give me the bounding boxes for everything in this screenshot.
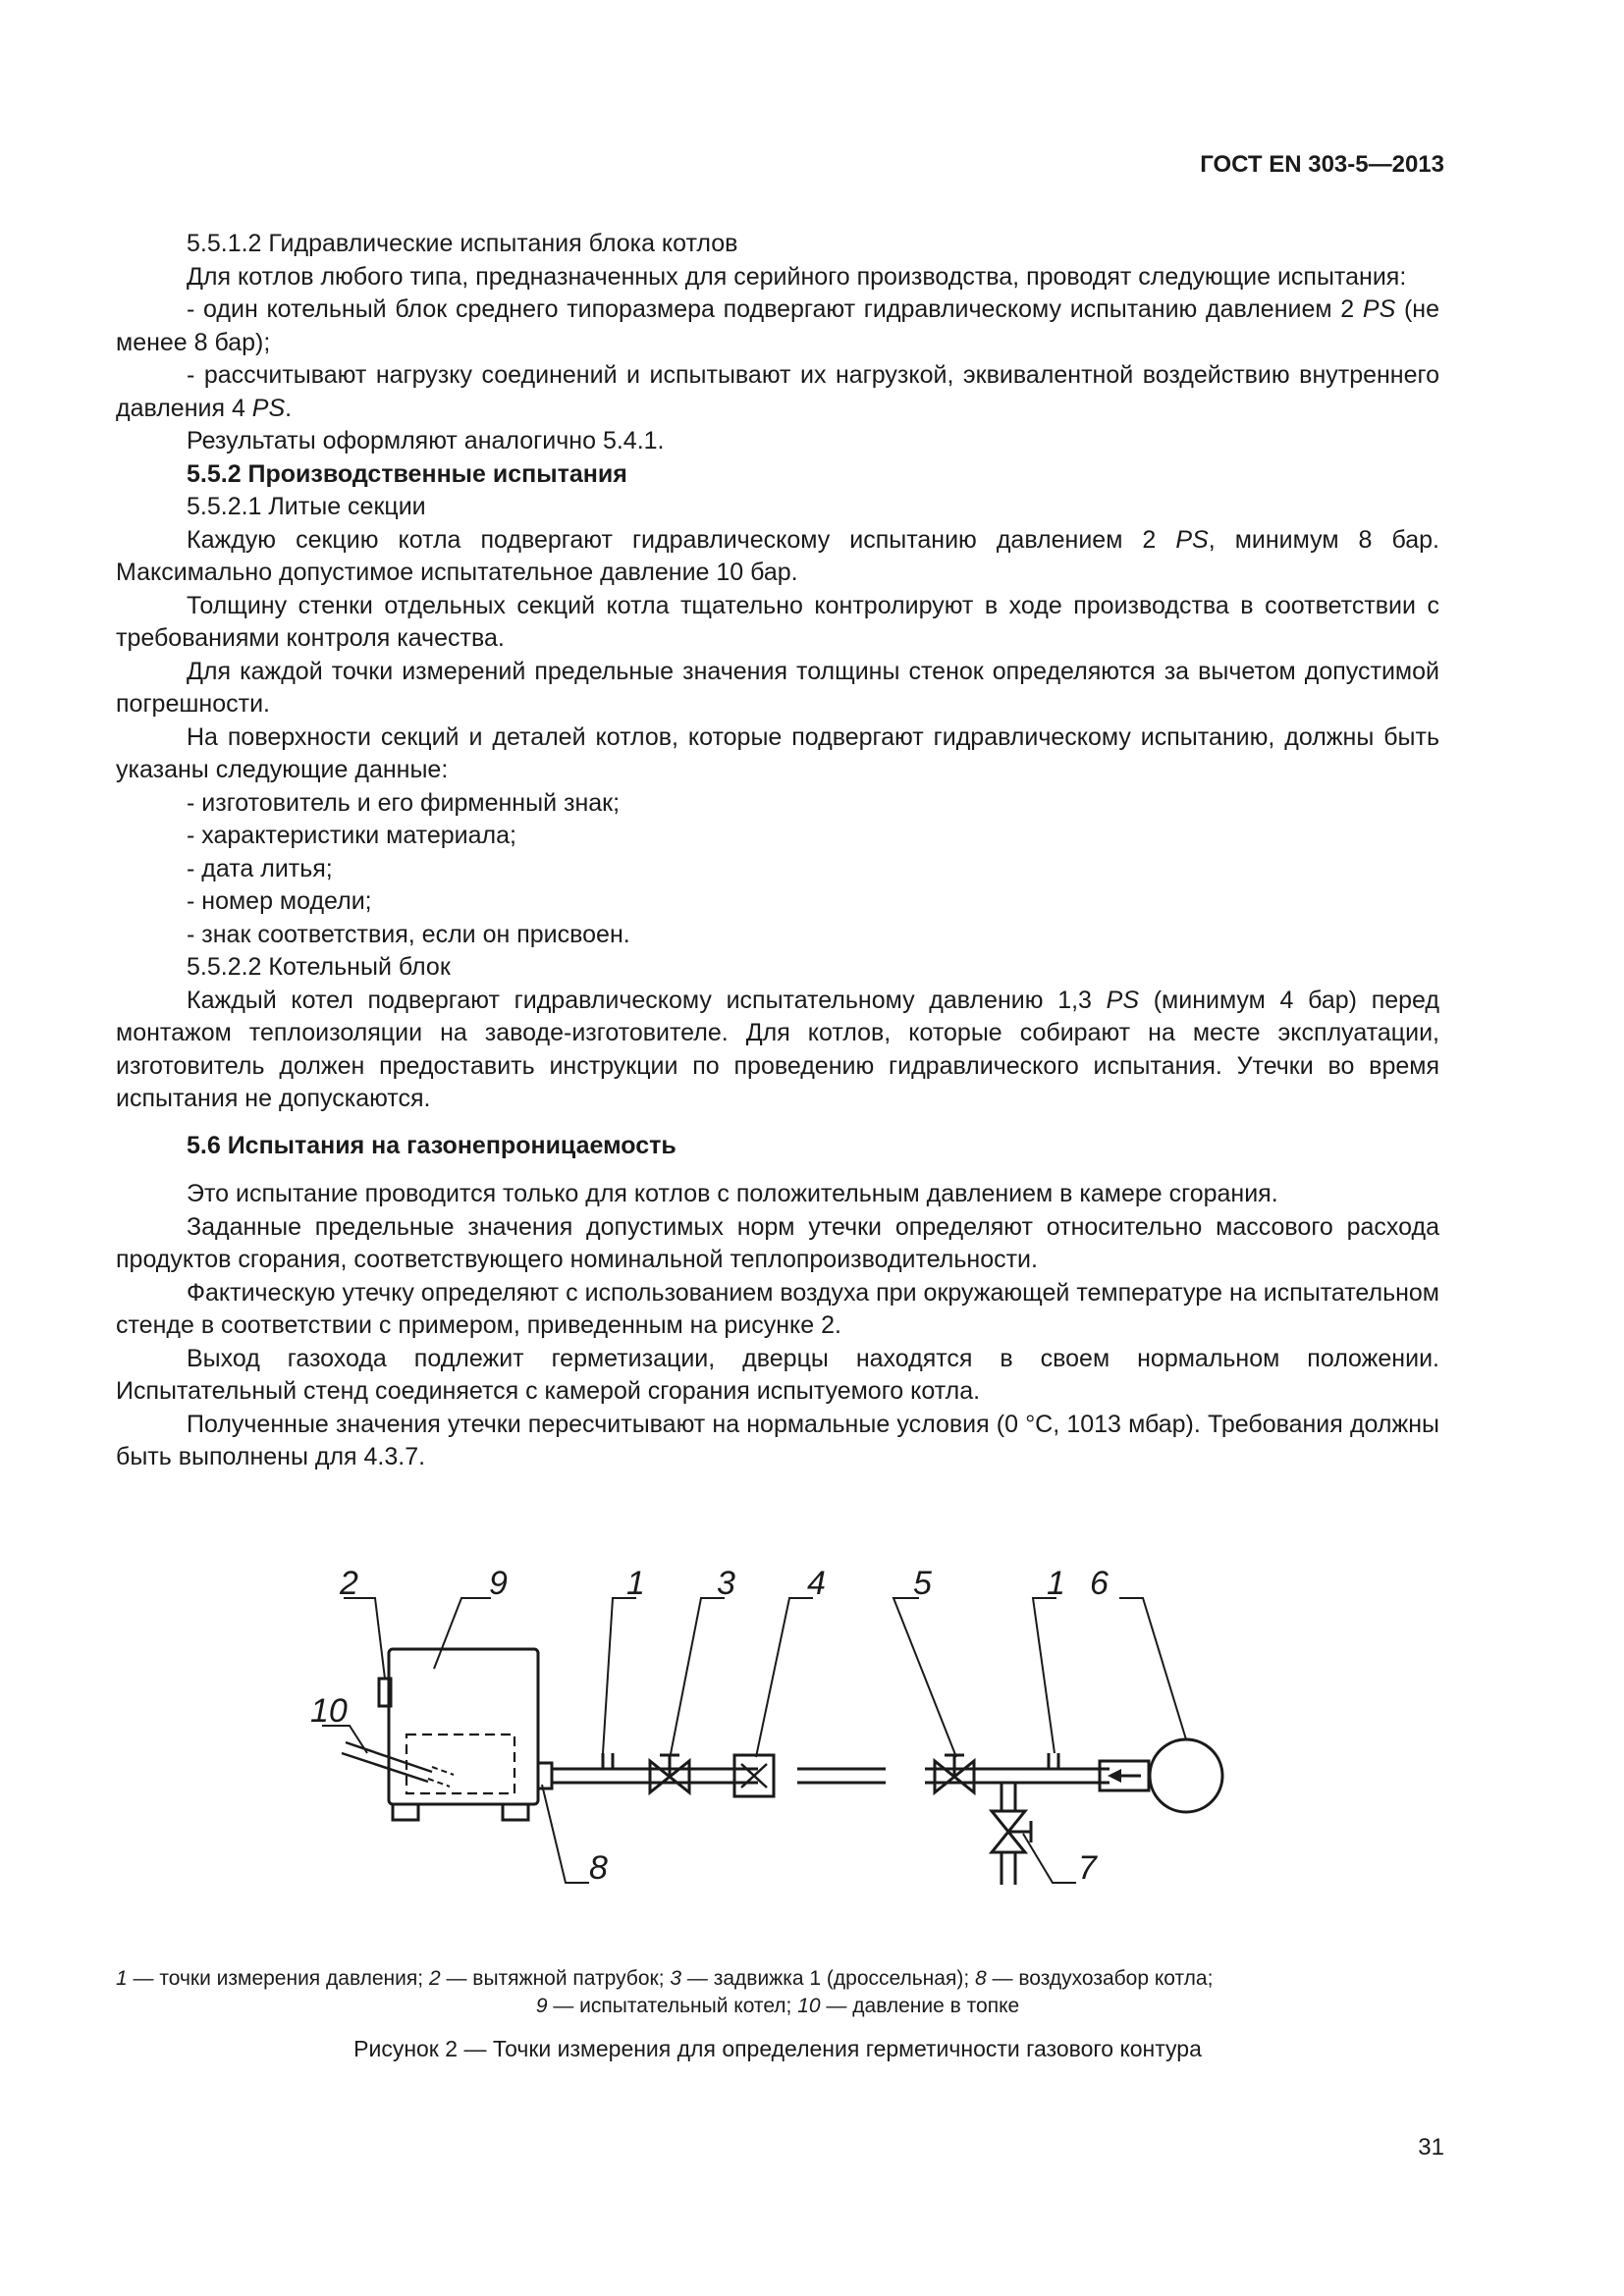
- section-heading: 5.6 Испытания на газонепроницаемость: [187, 1131, 677, 1159]
- main-text: [116, 228, 1439, 1474]
- paragraph: Для котлов любого типа, предназначенных для серийного производства, проводят следующие испытания:: [187, 262, 1407, 291]
- paragraph: Выход газохода подлежит герметизации, дверцы находятся в своем нормальном положении. Испытательный стенд соединяется с камерой сгорания испытуемого котла.: [116, 1344, 1439, 1405]
- furnace-chamber: [406, 1735, 514, 1793]
- label-3: 3: [717, 1571, 735, 1602]
- paragraph: На поверхности секций и деталей котлов, которые подвергают гидравлическому испытанию, должны быть указаны следующие данные:: [116, 722, 1439, 783]
- label-1: 1: [1047, 1571, 1065, 1602]
- label-6: 6: [1090, 1571, 1109, 1602]
- figure-caption: Рисунок 2 — Точки измерения для определения герметичности газового контура: [353, 2036, 1202, 2061]
- furnace-pressure-tube: [342, 1753, 428, 1782]
- test-rig-schematic: [285, 1571, 1276, 1944]
- fan-6: [1150, 1739, 1222, 1812]
- page-number: 31: [1418, 2134, 1444, 2161]
- document-header: ГОСТ EN 303-5—2013: [1200, 151, 1444, 178]
- paragraph: Каждую секцию котла подвергают гидравлическому испытанию давлением 2 PS, минимум 8 бар. Максимально допустимое испытательное давление 10 бар.: [116, 525, 1439, 586]
- paragraph: Полученные значения утечки пересчитывают на нормальные условия (0 °С, 1013 мбар). Требования должны быть выполнены для 4.3.7.: [116, 1410, 1439, 1470]
- list-item: - рассчитывают нагрузку соединений и испытывают их нагрузкой, эквивалентной воздействию внутреннего давления 4 PS.: [116, 361, 1439, 422]
- paragraph: Для каждой точки измерений предельные значения толщины стенок определяются за вычетом допустимой погрешности.: [116, 657, 1439, 718]
- subsection-heading: 5.5.2 Производственные испытания: [187, 459, 627, 488]
- paragraph: Это испытание проводится только для котлов с положительным давлением в камере сгорания.: [187, 1180, 1278, 1207]
- list-item: - знак соответствия, если он присвоен.: [187, 920, 630, 948]
- paragraph: Результаты оформляют аналогично 5.4.1.: [187, 427, 665, 454]
- boiler-body: [389, 1649, 538, 1804]
- paragraph: Фактическую утечку определяют с использованием воздуха при окружающей температуре на испытательном стенде в соответствии с примером, приведенным на рисунке 2.: [116, 1278, 1439, 1339]
- paragraph: 5.5.1.2 Гидравлические испытания блока котлов: [187, 230, 738, 257]
- figure-legend: [116, 1965, 1439, 2020]
- list-item: - изготовитель и его фирменный знак;: [187, 788, 621, 817]
- label-8: 8: [589, 1849, 608, 1887]
- paragraph: 5.5.2.2 Котельный блок: [187, 953, 451, 981]
- legend-line: 1 — точки измерения давления; 2 — вытяжной патрубок; 3 — задвижка 1 (дроссельная); 8 — воздухозабор котла;: [116, 1967, 1214, 1990]
- paragraph: Заданные предельные значения допустимых норм утечки определяют относительно массового расхода продуктов сгорания, соответствующего номинальной теплопроизводительности.: [116, 1212, 1439, 1273]
- list-item: - дата литья;: [187, 854, 333, 882]
- figure-2-diagram: [285, 1571, 1276, 1944]
- paragraph: Каждый котел подвергают гидравлическому испытательному давлению 1,3 PS (минимум 4 бар) перед монтажом теплоизоляции на заводе-изготовителе. Для котлов, которые собирают на месте эксплуатации, изготовитель должен предоставить инструкции по проведению гидравлического испытания. Утечки во время испытания не допускаются.: [116, 986, 1439, 1112]
- paragraph: 5.5.2.1 Литые секции: [187, 493, 426, 520]
- label-9: 9: [489, 1571, 508, 1602]
- label-10: 10: [310, 1692, 348, 1730]
- label-1: 1: [626, 1571, 645, 1602]
- label-5: 5: [913, 1571, 932, 1602]
- legend-line: 9 — испытательный котел; 10 — давление в топке: [535, 1995, 1020, 2017]
- boiler-foot-left: [393, 1804, 418, 1820]
- list-item: - характеристики материала;: [187, 822, 516, 849]
- air-inlet-flange: [538, 1763, 552, 1789]
- list-item: - номер модели;: [187, 887, 372, 915]
- label-2: 2: [340, 1571, 358, 1602]
- label-4: 4: [807, 1571, 826, 1602]
- list-item: - один котельный блок среднего типоразмера подвергают гидравлическому испытанию давлением 2 PS (не менее 8 бар);: [116, 295, 1439, 356]
- label-7: 7: [1078, 1849, 1097, 1887]
- paragraph: Толщину стенки отдельных секций котла тщательно контролируют в ходе производства в соответствии с требованиями контроля качества.: [116, 591, 1439, 652]
- boiler-foot-right: [503, 1804, 528, 1820]
